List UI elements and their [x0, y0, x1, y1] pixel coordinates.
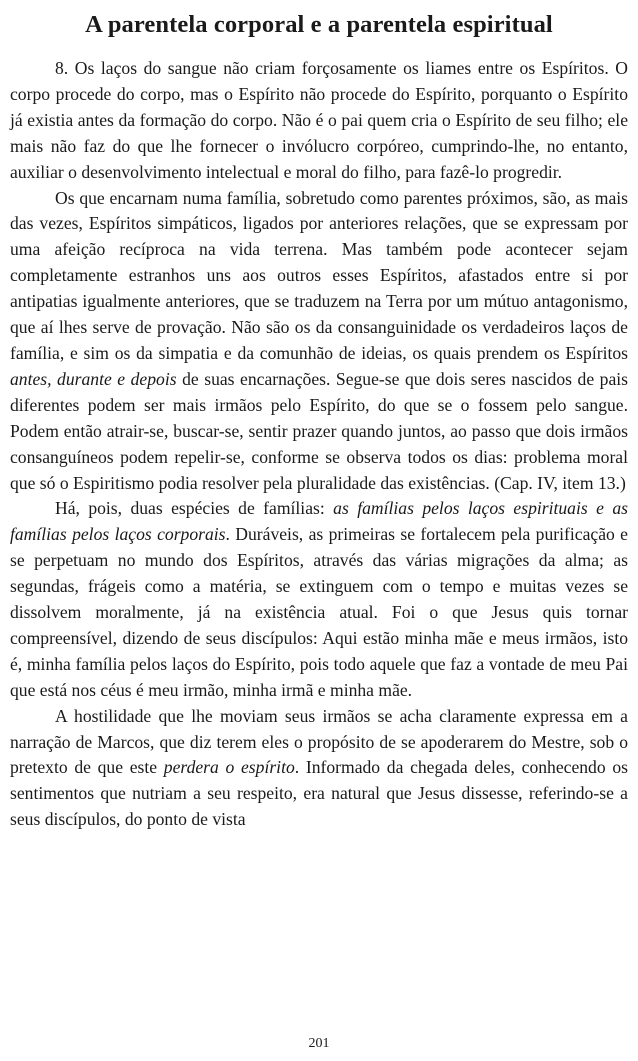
text-run: Há, pois, duas espécies de famílias:: [55, 498, 334, 519]
text-run: A hostilidade que lhe moviam seus irmãos se acha claramente expressa em a narração de Marcos, que diz terem eles o propósito de se apoderarem do Mestre, sob o pretexto de que este: [10, 705, 628, 778]
text-run: . Informado da chegada deles, conhecendo os sentimentos que nutriam a seu respeito, era natural que Jesus dissesse, referindo-se a seus discípulos, do ponto de vista: [10, 757, 628, 830]
text-run: Os que encarnam numa família, sobretudo como parentes próximos, são, as mais das vezes, Espíritos simpáticos, ligados por anteriores relações, que se expressam por uma afeição recíproca na vida terrena. Mas também pode acontecer sejam completamente estranhos uns aos outros esses Espíritos, afastados entre si por antipatias igualmente anteriores, que se traduzem na Terra por um mútuo antagonismo, que aí lhes serve de provação. Não são os da consanguinidade os verdadeiros laços de família, e sim os da simpatia e da comunhão de ideias, os quais prendem os Espíritos: [10, 187, 628, 363]
text-run: de suas encarnações. Segue-se que dois seres nascidos de pais diferentes podem ser mais irmãos pelo Espírito, do que se o fossem pelo sangue. Podem então atrair-se, buscar-se, sentir prazer quando juntos, ao passo que dois irmãos consanguíneos podem repelir-se, conforme se observa todos os dias: problema moral que só o Espiritismo podia resolver pela pluralidade das existências. (Cap. IV, item 13.): [10, 368, 628, 493]
body-text: [10, 56, 628, 833]
paragraph-4: [10, 704, 628, 834]
page-number: 201: [308, 1036, 330, 1051]
paragraph-2: [10, 186, 628, 497]
paragraph-3: [10, 496, 628, 703]
chapter-heading: A parentela corporal e a parentela espiritual: [85, 11, 553, 38]
italic-text-run: as famílias pelos laços espirituais e as famílias pelos laços corporais: [10, 498, 628, 545]
paragraph-1: [10, 56, 628, 186]
text-run: . Duráveis, as primeiras se fortalecem pela purificação e se perpetuam no mundo dos Espíritos, através das várias migrações da alma; as segundas, frágeis como a matéria, se extinguem com o tempo e muitas vezes se dissolvem moralmente, já na existência atual. Foi o que Jesus quis tornar compreensível, dizendo de seus discípulos: Aqui estão minha mãe e meus irmãos, isto é, minha família pelos laços do Espírito, pois todo aquele que faz a vontade de meu Pai que está nos céus é meu irmão, minha irmã e minha mãe.: [10, 524, 628, 700]
text-run: 8. Os laços do sangue não criam forçosamente os liames entre os Espíritos. O corpo procede do corpo, mas o Espírito não procede do Espírito, porquanto o Espírito já existia antes da formação do corpo. Não é o pai quem cria o Espírito de seu filho; ele mais não faz do que lhe fornecer o invólucro corpóreo, cumprindo-lhe, no entanto, auxiliar o desenvolvimento intelectual e moral do filho, para fazê-lo progredir.: [10, 58, 628, 182]
italic-text-run: perdera o espírito: [163, 757, 295, 778]
italic-text-run: antes, durante e depois: [10, 368, 177, 389]
